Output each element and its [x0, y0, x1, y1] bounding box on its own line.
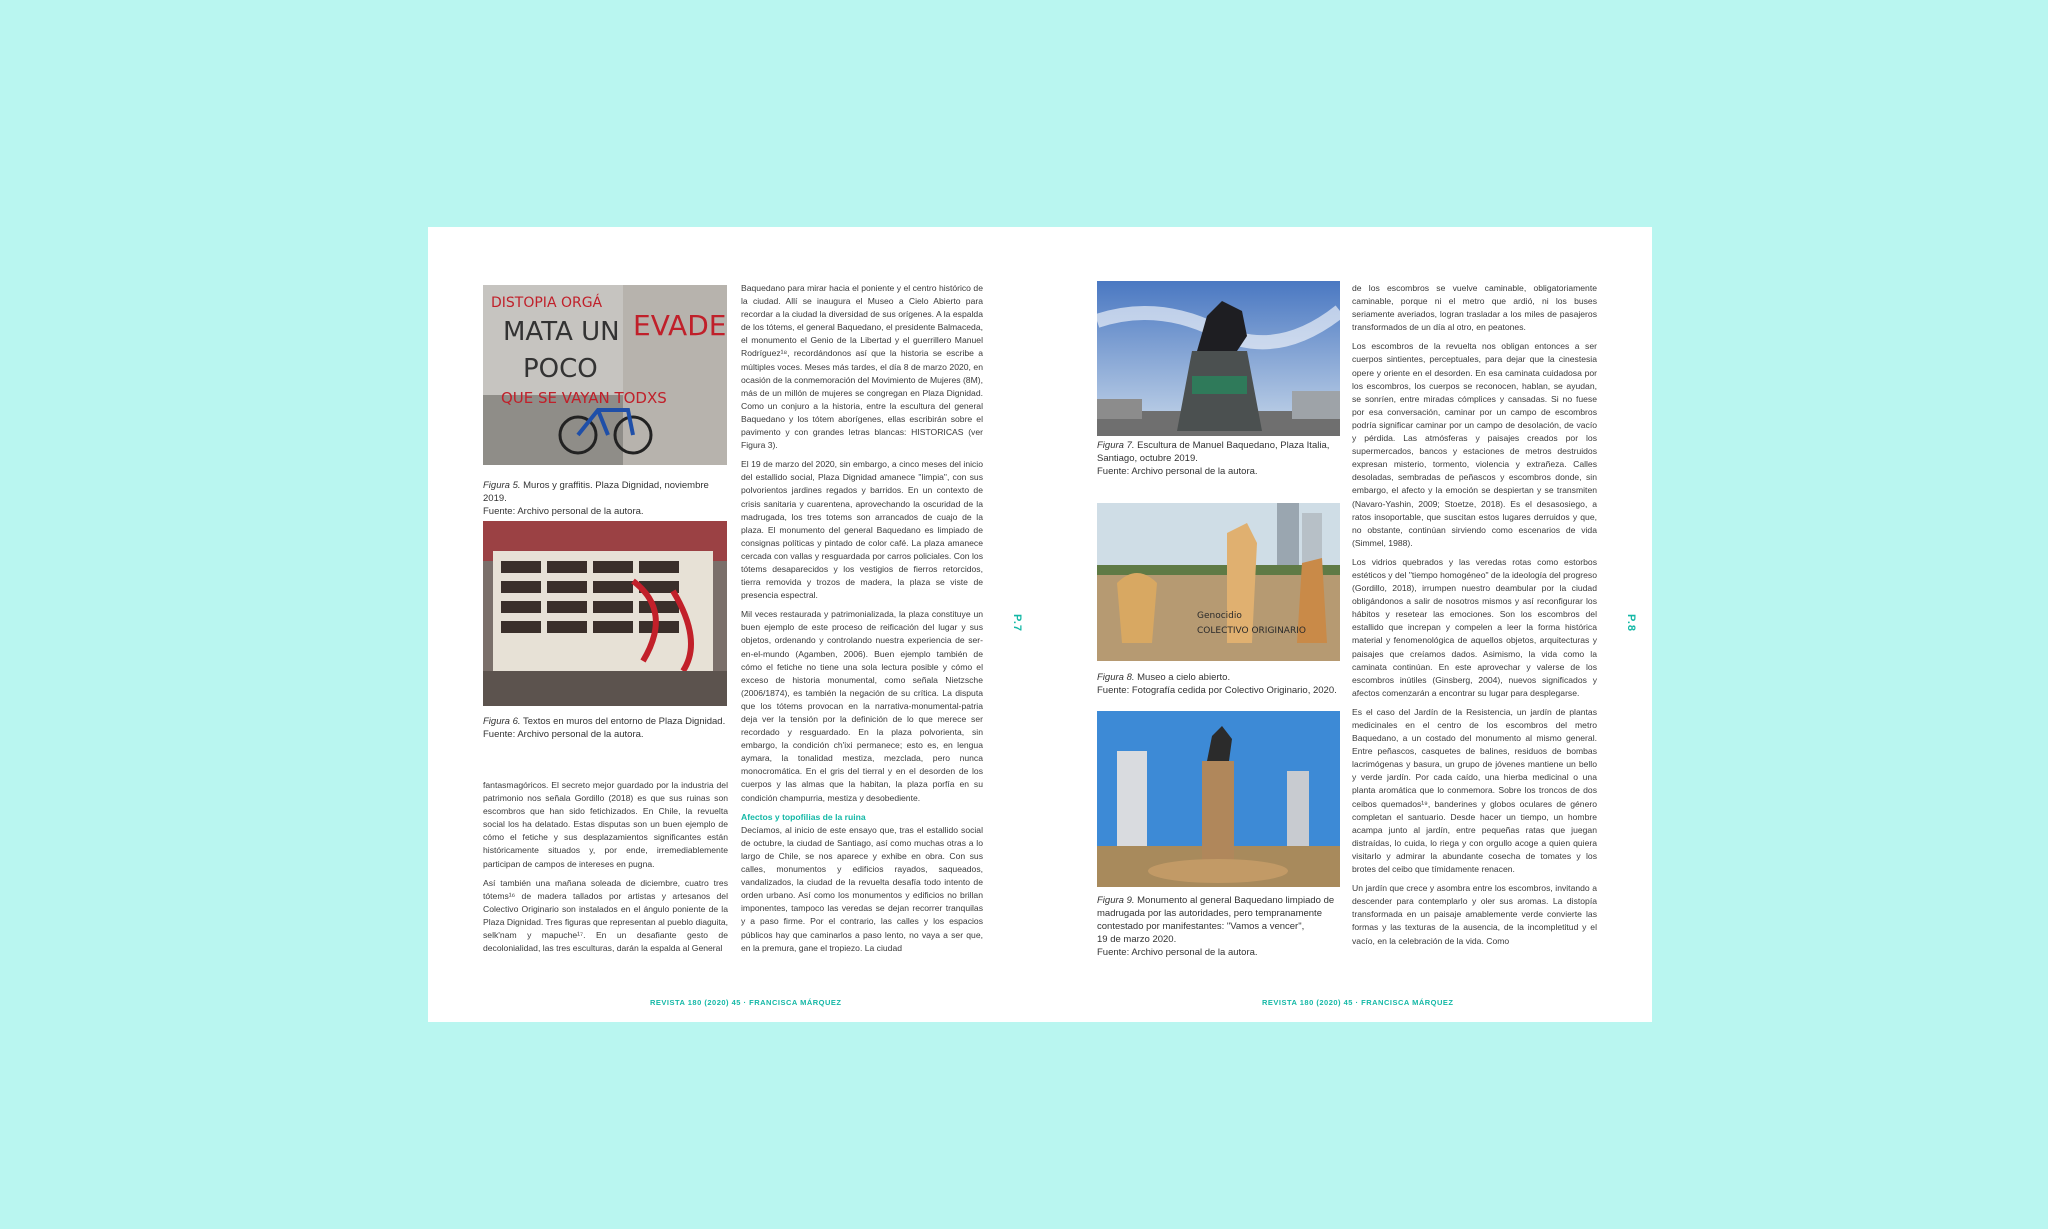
figure-9-date: 19 de marzo 2020. [1097, 934, 1177, 945]
figure-9-label: Figura 9. [1097, 895, 1135, 906]
footer-right: REVISTA 180 (2020) 45 · FRANCISCA MÁRQUEZ [1262, 998, 1454, 1007]
paragraph: fantasmagóricos. El secreto mejor guardado por la industria del patrimonio nos señala Gordillo (2018) es que sus ruinas son escombros que han sido fetichizados. En Chile, la revuelta social los ha delatado. Estas disputas son un buen ejemplo de cómo el fetiche y sus desplazamientos significantes están históricamente situados y, por ende, irremediablemente participan de campos de intereses en pugna. [483, 780, 728, 869]
figure-8-label: Figura 8. [1097, 672, 1135, 683]
magazine-spread [428, 227, 1652, 1022]
figure-7-source: Fuente: Archivo personal de la autora. [1097, 466, 1258, 477]
right-page-column [1352, 282, 1597, 954]
figure-7-label: Figura 7. [1097, 440, 1135, 451]
figure-5-caption [483, 479, 733, 518]
figure-8-caption [1097, 671, 1357, 697]
figure-5-text: Muros y graffitis. Plaza Dignidad, noviembre 2019. [483, 480, 709, 504]
paragraph: Decíamos, al inicio de este ensayo que, tras el estallido social de octubre, la ciudad de Santiago, así como muchas otras a lo largo de Chile, se nos aparece y exhibe en obra. Con sus calles, monumentos y edificios rayados, saqueados, vandalizados, la ciudad de la revuelta desafía todo intento de orden urbano. Así como los monumentos y edificios no brillan imponentes, tampoco las veredas se dejan recorrer tranquilas y a paso firme. Por el contrario, las calles y los espacios públicos hay que caminarlos a paso lento, no vaya a ser que, en la premura, gane el tropiezo. La ciudad [741, 824, 983, 953]
figure-6-caption [483, 715, 733, 741]
open-air-museum-image [1097, 503, 1340, 661]
left-page-column-2 [741, 282, 983, 961]
paragraph: Un jardín que crece y asombra entre los escombros, invitando a descender para contemplarlo y oler sus aromas. La distopía transformada en un paisaje amablemente verde convierte las formas y las texturas de la ausencia, de la incompletitud y el vacío, en la celebración de la vida. Como [1352, 883, 1597, 946]
section-heading: Afectos y topofilias de la ruina [741, 811, 866, 822]
paragraph: Así también una mañana soleada de diciembre, cuatro tres tótems¹⁶ de madera tallados por artistas y artesanos del Colectivo Originario son instalados en el ángulo poniente de la Plaza Dignidad. Tres figuras que representan al pueblo diaguita, selk'nam y mapuche¹⁷. En un desafiante gesto de decolonialidad, las tres esculturas, darán la espalda al General [483, 877, 728, 954]
page-number-right: P.8 [1625, 613, 1638, 633]
figure-5-source: Fuente: Archivo personal de la autora. [483, 506, 644, 517]
figure-8-photo [1097, 503, 1340, 661]
figure-5-photo [483, 285, 727, 465]
figure-6-photo [483, 521, 727, 706]
baquedano-statue-image [1097, 281, 1340, 436]
totem-2 [1227, 523, 1257, 643]
page-number-left: P.7 [1011, 613, 1024, 633]
figure-7-caption [1097, 439, 1347, 478]
figure-9-text: Monumento al general Baquedano limpiado de madrugada por las autoridades, pero tempranamente contestado por manifestantes: "Vamos a vencer", [1097, 895, 1335, 932]
left-page-column-1 [483, 779, 728, 961]
graffiti-text-4: QUE SE VAYAN TODXS [501, 389, 667, 407]
figure-8-source: Fuente: Fotografía cedida por Colectivo Originario, 2020. [1097, 685, 1337, 696]
paragraph: Es el caso del Jardín de la Resistencia, un jardín de plantas medicinales en el centro de los escombros del metro Baquedano, a un costado del monumento al mismo general. Entre peñascos, casquetes de balines, residuos de bombas lacrimógenas y basura, un grupo de jóvenes mantiene un bello y verde jardín. Por cada caído, una hierba medicinal o una planta aromática que lo conmemora. Sobre los troncos de dos ceibos quemados¹⁹, banderines y globos oculares de género completan el santuario. Desde hacer un tiempo, un hombre acampa junto al jardín, entre pequeñas ratas que juegan distraídas, lo cuida, lo riega y con orgullo acoge a quien quiera visitarlo y admirar la abundante cosecha de tomates y los brotes del ceibo que tímidamente renacen. [1352, 706, 1597, 875]
figure-5-label: Figura 5. [483, 480, 521, 491]
graffiti-text-3: POCO [523, 354, 598, 384]
cleaned-monument-image [1097, 711, 1340, 887]
figure-6-text: Textos en muros del entorno de Plaza Dignidad. [520, 716, 726, 727]
wall-texts-image [483, 521, 727, 706]
figure-6-label: Figura 6. [483, 716, 521, 727]
paragraph: El 19 de marzo del 2020, sin embargo, a cinco meses del inicio del estallido social, Plaza Dignidad amanece "limpia", con sus polvorientos jardines regados y barridos. En un contexto de crisis sanitaria y cuarentena, aprovechando la oscuridad de la madrugada, los tres totems son arrancados de cuajo de la plaza. El monumento del general Baquedano es limpiado de consignas políticas y pintado de color café. La plaza amanece cercada con vallas y resguardada por carros policiales. Con los tótems desaparecidos y los vestigios de fierros retorcidos, tierra removida y trozos de madera, la plaza se viste de presencia espectral. [741, 459, 983, 601]
sign-text-2: COLECTIVO ORIGINARIO [1197, 626, 1306, 636]
paragraph: Baquedano para mirar hacia el poniente y el centro histórico de la ciudad. Allí se inaugura el Museo a Cielo Abierto para recordar a la ciudad la diversidad de sus orígenes. A la espalda de los tótems, el general Baquedano, el presidente Balmaceda, el monumento el Genio de la Libertad y el guerrillero Manuel Rodríguez¹⁸, recordándonos así que la historia se escribe a múltiples voces. Meses más tardes, el día 8 de marzo 2020, en ocasión de la conmemoración del Movimiento de Mujeres (8M), más de un millón de mujeres se congregan en Plaza Dignidad. Como un conjuro a la historia, entre la escultura del general Baquedano y los tótem aborígenes, ellas escribirán sobre el pavimento y con grandes letras blancas: HISTORICAS (ver Figura 3). [741, 283, 983, 451]
paragraph: Los escombros de la revuelta nos obligan entonces a ser cuerpos sintientes, perceptuales, para dejar que la cinestesia opere y oriente en el desorden. En esa caminata cuidadosa por los escombros, los cuerpos se reconocen, hablan, se ayudan, se sonríen, entre miradas cómplices y cansadas. Si no fuese por esa conversación, caminar por un campo de escombros podría significar caminar por un campo de desolación, de vacío y pérdida. Las atmósferas y paisajes creados por los supermercados, bancos y estaciones de metros destruidos expresan misterio, tormento, violencia y extrañeza. Calles desoladas, sembradas de peñascos y escombros donde, sin embargo, el afecto y la emoción se despiertan y se transmiten (Navaro-Yashin, 2009; Stoetze, 2018). Es el desasosiego, a ratos insoportable, que suscitan estos lugares derruidos y que, no obstante, continúan sirviendo como escenarios de vida (Simmel, 1988). [1352, 341, 1597, 548]
graffiti-text-1: DISTOPIA ORGÁ [491, 295, 603, 311]
figure-9-source: Fuente: Archivo personal de la autora. [1097, 947, 1258, 958]
figure-9-caption [1097, 894, 1347, 959]
figure-8-text: Museo a cielo abierto. [1134, 672, 1231, 683]
paragraph: Mil veces restaurada y patrimonializada, la plaza constituye un buen ejemplo de este proceso de reificación del lugar y sus objetos, ordenando y controlando nuestra experiencia de ser-en-el-mundo (Agamben, 2006). Buen ejemplo también de cómo el fetiche no tiene una sola lectura posible y cómo el exceso de historia monumental, como señala Nietzsche (2006/1874), es también la negación de su crítica. La disputa que los tótems provocan en la narrativa-monumental-patria deja ver la tensión por la definición de lo que merece ser recordado y resguardado. En la plaza polvorienta, sin embargo, la condición ch'ixi permanece; esto es, en lengua aymara, la tonalidad mestiza, mezclada, pero nunca monocromática. En el gris del tierral y en el desorden de los cuerpos y las almas que la habitan, la plaza porfía en su condición champurria, mestiza y desobediente. [741, 609, 983, 803]
figure-9-photo [1097, 711, 1340, 887]
graffiti-text-5: EVADE [633, 309, 727, 342]
paragraph: de los escombros se vuelve caminable, obligatoriamente caminable, porque ni el metro que ardió, ni los buses seriamente averiados, logran trasladar a los miles de pasajeros transformados de un día al otro, en peatones. [1352, 283, 1597, 333]
figure-7-photo [1097, 281, 1340, 436]
graffiti-wall-image [483, 285, 727, 465]
figure-7-text: Escultura de Manuel Baquedano, Plaza Italia, Santiago, octubre 2019. [1097, 440, 1330, 464]
footer-left: REVISTA 180 (2020) 45 · FRANCISCA MÁRQUEZ [650, 998, 842, 1007]
monument-column [1202, 761, 1234, 861]
graffiti-text-2: MATA UN [503, 317, 620, 347]
totem-1 [1117, 573, 1157, 643]
paragraph: Los vidrios quebrados y las veredas rotas como estorbos estéticos y del "tiempo homogéneo" de la ideología del progreso (Gordillo, 2018), irrumpen nuestro deambular por la ciudad obligándonos a salir de nosotros mismos y así reconfigurar los hábitos y resetear las emociones. Son los escombros del estallido que increpan y compelen a leer la forma histórica material y fenomenológica de aquellos objetos, arquitecturas y paisajes que creíamos dados. Asimismo, la vida como la caminata continúan. En este aprovechar y valerse de los escombros inútiles (Ginsberg, 2004), nuevos significados y afectos comenzarán a encontrar su lugar para desplegarse. [1352, 556, 1597, 698]
sign-text-1: Genocidio [1197, 611, 1242, 621]
figure-6-source: Fuente: Archivo personal de la autora. [483, 729, 644, 740]
